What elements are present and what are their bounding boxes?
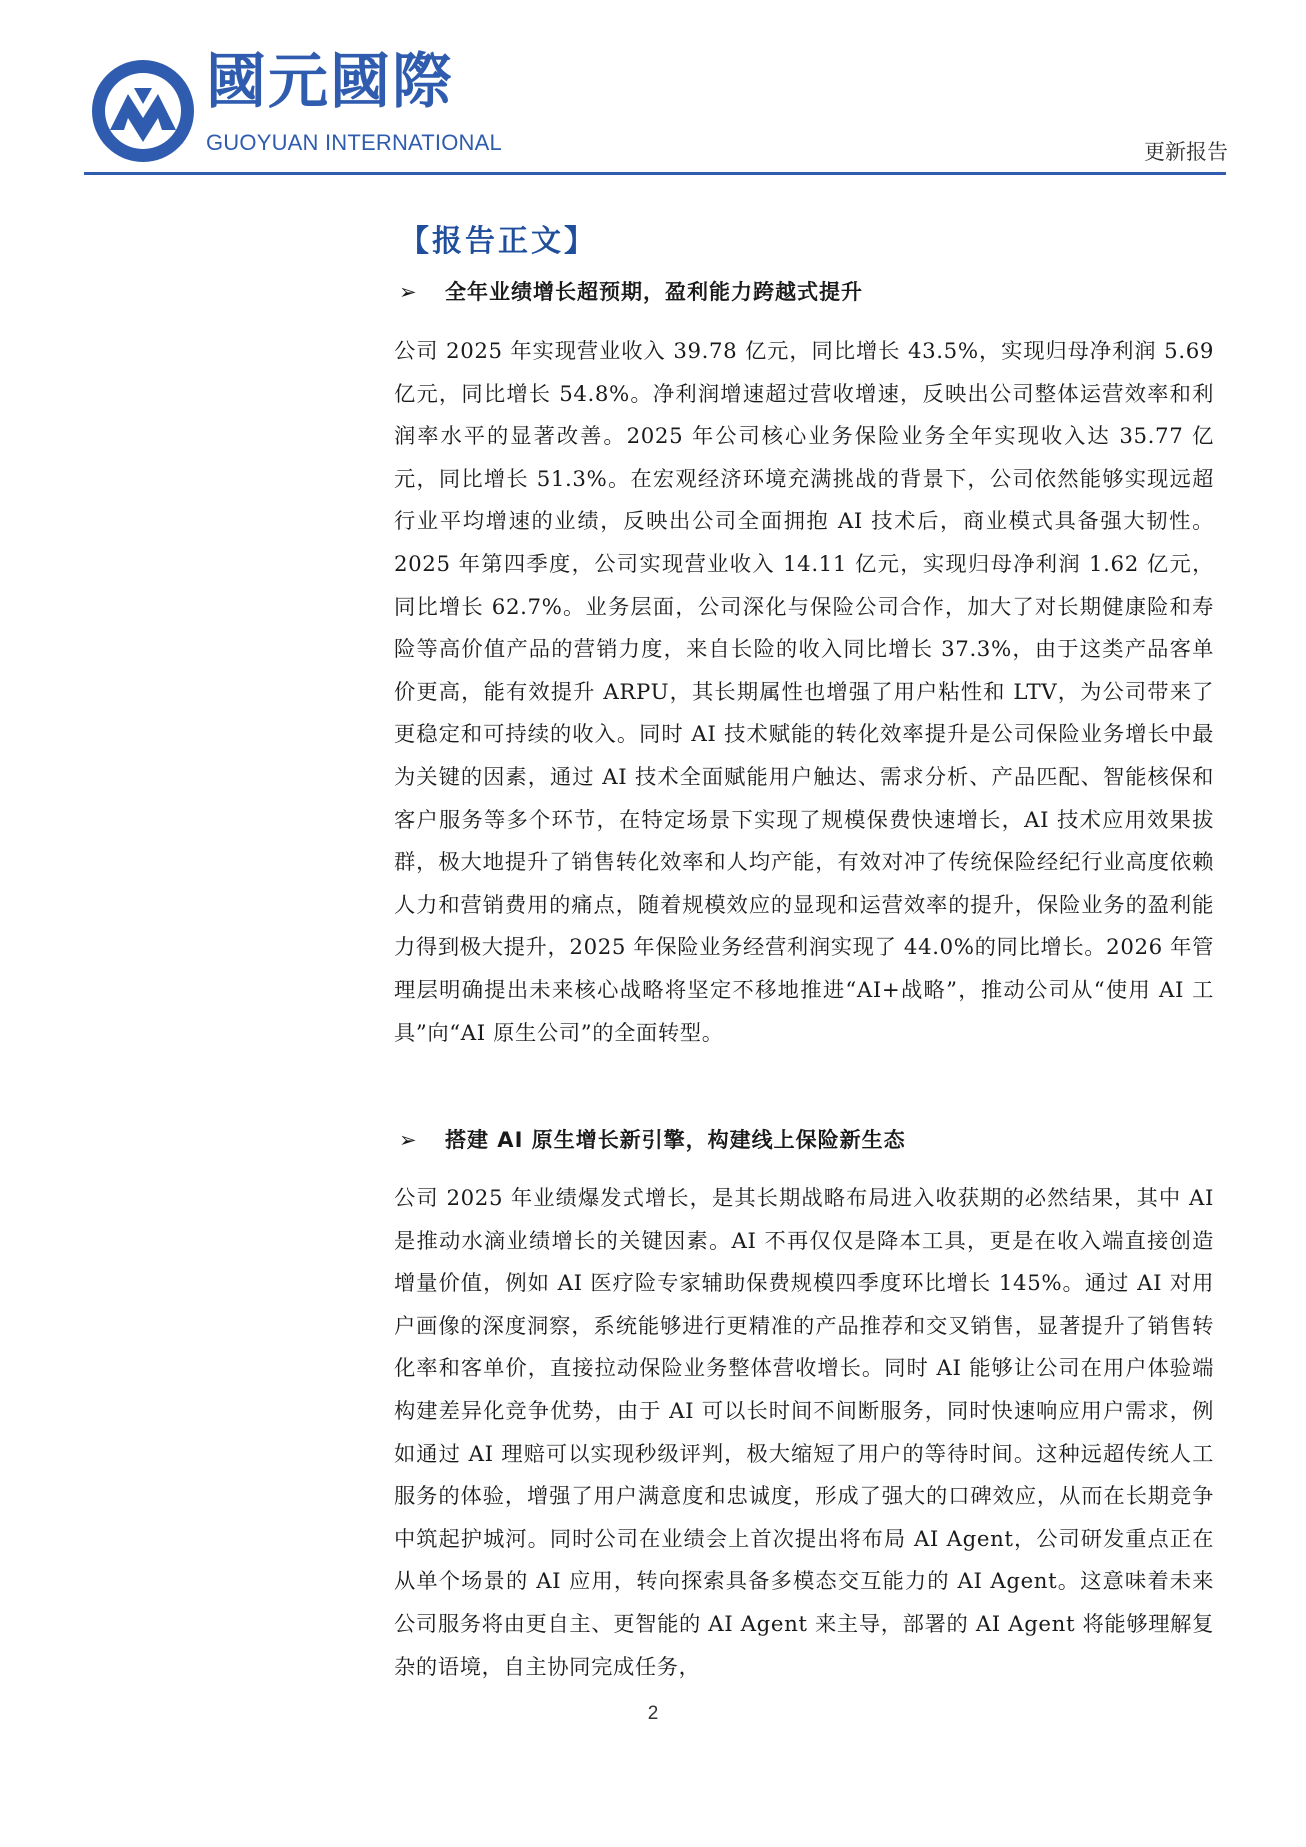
arrow-bullet-icon: ➢ [399,280,418,304]
page-number: 2 [647,1703,659,1724]
subheading-2 [399,1124,906,1154]
paragraph-2: 公司 2025 年业绩爆发式增长，是其长期战略布局进入收获期的必然结果，其中 AI 是推动水滴业绩增长的关键因素。AI 不再仅仅是降本工具，更是在收入端直接创造增量价值，例如 AI 医疗险专家辅助保费规模四季度环比增长 145%。通过 AI 对用户画像的深度洞察，系统能够进行更精准的产品推荐和交叉销售，显著提升了销售转化率和客单价，直接拉动保险业务整体营收增长。同时 AI 能够让公司在用户体验端构建差异化竞争优势，由于 AI 可以长时间不间断服务，同时快速响应用户需求，例如通过 AI 理赔可以实现秒级评判，极大缩短了用户的等待时间。这种远超传统人工服务的体验，增强了用户满意度和忠诚度，形成了强大的口碑效应，从而在长期竞争中筑起护城河。同时公司在业绩会上首次提出将布局 AI Agent，公司研发重点正在从单个场景的 AI 应用，转向探索具备多模态交互能力的 AI Agent。这意味着未来公司服务将由更自主、更智能的 AI Agent 来主导，部署的 AI Agent 将能够理解复杂的语境，自主协同完成任务， [394,1186,1214,1680]
arrow-bullet-icon: ➢ [399,1128,418,1152]
report-type-label: 更新报告 [1144,140,1228,164]
subheading-2-text: 搭建 AI 原生增长新引擎，构建线上保险新生态 [445,1128,906,1152]
logo-english-name: GUOYUAN INTERNATIONAL [206,130,502,155]
section-title: 【报告正文】 [399,224,597,259]
logo-chinese-name: 國元國際 [206,47,454,117]
page-header [0,0,1306,180]
guoyuan-logo-icon [90,58,196,164]
subheading-1-text: 全年业绩增长超预期，盈利能力跨越式提升 [445,280,863,304]
paragraph-1: 公司 2025 年实现营业收入 39.78 亿元，同比增长 43.5%，实现归母净利润 5.69 亿元，同比增长 54.8%。净利润增速超过营收增速，反映出公司整体运营效率和利润率水平的显著改善。2025 年公司核心业务保险业务全年实现收入达 35.77 亿元，同比增长 51.3%。在宏观经济环境充满挑战的背景下，公司依然能够实现远超行业平均增速的业绩，反映出公司全面拥抱 AI 技术后，商业模式具备强大韧性。2025 年第四季度，公司实现营业收入 14.11 亿元，实现归母净利润 1.62 亿元，同比增长 62.7%。业务层面，公司深化与保险公司合作，加大了对长期健康险和寿险等高价值产品的营销力度，来自长险的收入同比增长 37.3%，由于这类产品客单价更高，能有效提升 ARPU，其长期属性也增强了用户粘性和 LTV，为公司带来了更稳定和可持续的收入。同时 AI 技术赋能的转化效率提升是公司保险业务增长中最为关键的因素，通过 AI 技术全面赋能用户触达、需求分析、产品匹配、智能核保和客户服务等多个环节，在特定场景下实现了规模保费快速增长，AI 技术应用效果拔群，极大地提升了销售转化效率和人均产能，有效对冲了传统保险经纪行业高度依赖人力和营销费用的痛点，随着规模效应的显现和运营效率的提升，保险业务的盈利能力得到极大提升，2025 年保险业务经营利润实现了 44.0%的同比增长。2026 年管理层明确提出未来核心战略将坚定不移地推进“AI+战略”，推动公司从“使用 AI 工具”向“AI 原生公司”的全面转型。 [394,339,1214,1046]
header-divider [84,172,1226,175]
subheading-1 [399,276,863,306]
